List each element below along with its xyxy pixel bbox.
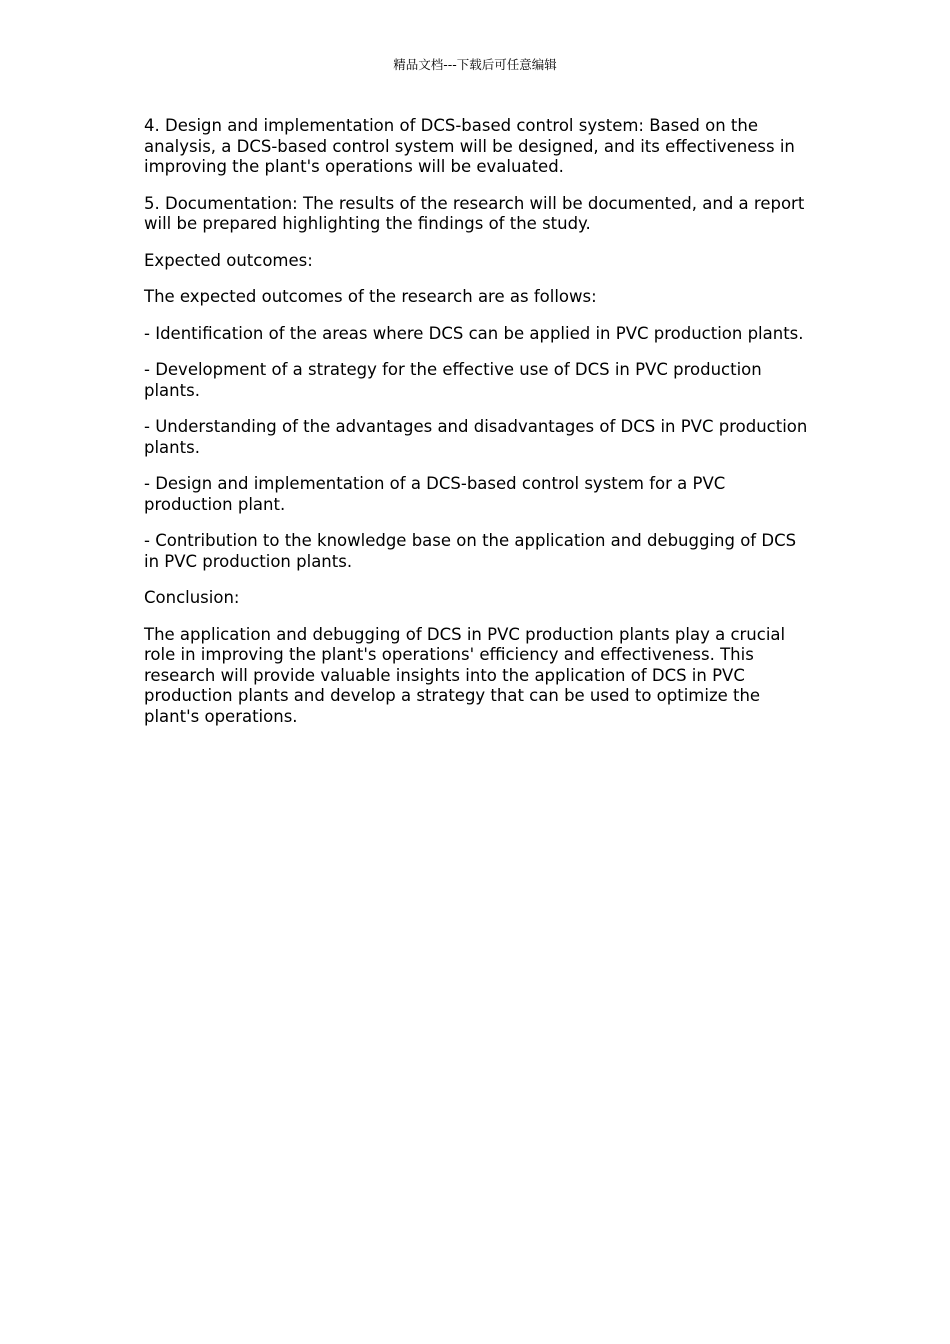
heading-conclusion: Conclusion: <box>144 588 240 607</box>
paragraph-conclusion: The application and debugging of DCS in PVC production plants play a crucial role in improving the plant's operations' efficiency and effectiveness. This research will provide valuable insights into the application of DCS in PVC production plants and develop a strategy that can be used to optimize the plant's operations. <box>144 624 786 726</box>
list-item-advantages: - Understanding of the advantages and disadvantages of DCS in PVC production plants. <box>144 417 808 457</box>
page-header: 精品文档---下载后可任意编辑 <box>393 57 557 72</box>
paragraph-documentation: 5. Documentation: The results of the research will be documented, and a report will be prepared highlighting the findings of the study. <box>144 193 805 233</box>
list-item-identification: - Identification of the areas where DCS can be applied in PVC production plants. <box>144 323 804 343</box>
paragraph-outcomes-intro: The expected outcomes of the research are as follows: <box>144 287 597 306</box>
heading-expected-outcomes: Expected outcomes: <box>144 250 313 270</box>
list-item-control-system: - Design and implementation of a DCS-based control system for a PVC production plant. <box>144 474 726 514</box>
paragraph-design-implementation: 4. Design and implementation of DCS-based control system: Based on the analysis, a DCS-based control system will be designed, and its effectiveness in improving the plant's operations will be evaluated. <box>144 116 795 176</box>
list-item-strategy: - Development of a strategy for the effective use of DCS in PVC production plants. <box>144 360 762 400</box>
list-item-contribution: - Contribution to the knowledge base on the application and debugging of DCS in PVC production plants. <box>144 531 797 571</box>
document-body <box>144 116 812 743</box>
